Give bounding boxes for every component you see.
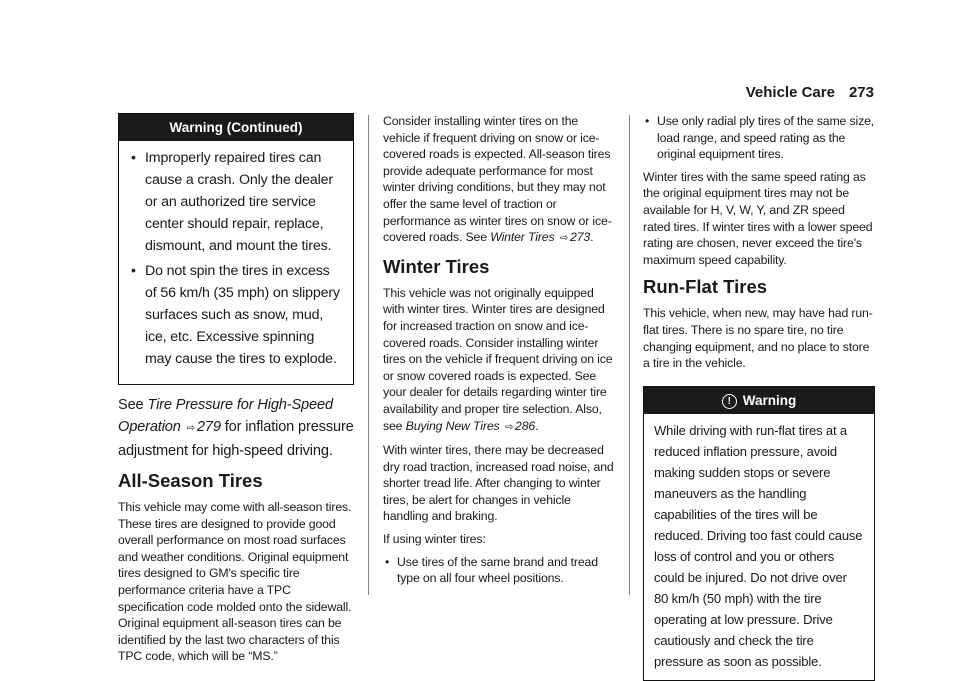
winter-paragraph-2: With winter tires, there may be decreased dry road traction, increased road noise, and shorter tread life. After changing to winter tires, be alert for changes in vehicle handling and braking. — [383, 443, 614, 524]
page-reference[interactable]: 273 — [570, 230, 591, 245]
warning-text: While driving with run-flat tires at a reduced inflation pressure, avoid making sudden stops or severe maneuvers as the handling capabilities of the tires will be reduced. Driving too fast could cause loss of control and you or others could be injured. Do not drive over 80 km/h (50 mph) with the tire operating at low pressure. Drive cautiously and check the tire pressure as soon as possible. — [654, 422, 863, 669]
all-season-text: This vehicle may come with all-season tires. These tires are designed to provide good overall performance on most road surfaces and weather conditions. Original equipment tires designed to GM's specific tire performance criteria have a TPC specification code molded onto the sidewall. Original equipment all-season tires can be identified by the last two characters of this TPC code, which will be “MS.” — [118, 500, 352, 664]
warning-icon: ! — [722, 394, 737, 409]
run-flat-heading: Run-Flat Tires — [643, 276, 768, 298]
all-season-heading: All-Season Tires — [118, 470, 263, 491]
winter-tips-list — [383, 554, 617, 587]
speed-rating-text: Winter tires with the same speed rating as the original equipment tires may not be available for H, V, W, Y, and ZR speed rated tires. If winter tires with a lower speed rating are chosen, never exceed the tire's maximum speed capability. — [643, 169, 873, 267]
see-prefix: See — [118, 397, 144, 413]
see-suffix: for inflation pressure adjustment for high-speed driving. — [118, 419, 354, 459]
winter-intro-paragraph: Consider installing winter tires on the vehicle if frequent driving on snow or ice-covered roads is expected. All-season tires provide adequate performance for most winter driving conditions, but they may not offer the same level of traction or performance as winter tires on snow or ice-covered roads. See Winter Tires ⇨ 273. — [383, 114, 612, 245]
warning-item: • Do not spin the tires in excess of 56 km/h (35 mph) on slippery surfaces such as snow, mud, ice, etc. Excessive spinning may cause the tires to explode. — [129, 260, 343, 370]
winter-tires-heading: Winter Tires — [383, 255, 490, 277]
winter-intro-text: Consider installing winter tires on the vehicle if frequent driving on snow or ice-covered roads is expected. All-season tires provide adequate performance for most winter driving conditions, but they may not offer the same level of traction or performance as winter tires on snow or ice-covered roads. See — [383, 114, 612, 245]
warning-title: Warning — [742, 392, 797, 408]
page-number: 273 — [848, 84, 874, 101]
warning-list — [129, 147, 343, 370]
page-ref-arrow-icon: ⇨ — [559, 233, 568, 245]
cross-reference-link[interactable]: Winter Tires — [490, 230, 555, 245]
page-reference[interactable]: 286 — [515, 418, 536, 433]
winter-paragraph-3: If using winter tires: — [383, 532, 486, 547]
page-ref-arrow-icon: ⇨ — [186, 423, 195, 434]
warning-header — [644, 387, 874, 414]
run-flat-warning-box — [643, 386, 875, 681]
warning-continued-box — [118, 113, 354, 385]
column-2 — [383, 113, 617, 593]
winter-text: This vehicle was not originally equipped with winter tires. Winter tires are designed for increased traction on snow and ice-covered roads. Consider installing winter tires on the vehicle if frequent driving on ice or snow covered roads is expected. See your dealer for details regarding winter tire availability and proper tire selection. Also, see — [383, 285, 613, 433]
column-divider — [368, 115, 369, 595]
winter-tip-item: • Use only radial ply tires of the same size, load range, and speed rating as the original equipment tires. — [643, 113, 875, 163]
winter-paragraph-1: This vehicle was not originally equipped with winter tires. Winter tires are designed for increased traction on snow and ice-covered roads. Consider installing winter tires on the vehicle if frequent driving on ice or snow covered roads is expected. See your dealer for details regarding winter tire availability and proper tire selection. Also, see Buying New Tires ⇨ 286. — [383, 285, 613, 433]
cross-reference-link[interactable]: Buying New Tires — [405, 418, 500, 433]
run-flat-text: This vehicle, when new, may have had run-flat tires. There is no spare tire, no tire changing equipment, and no place to store a tire in the vehicle. — [643, 306, 873, 371]
column-divider — [629, 115, 630, 595]
cross-reference-link[interactable]: Tire Pressure for High-Speed Operation — [118, 397, 333, 435]
see-reference-paragraph — [118, 394, 354, 462]
page-header — [746, 84, 874, 101]
warning-item: • Improperly repaired tires can cause a crash. Only the dealer or an authorized tire service center should repair, replace, dismount, and mount the tires. — [129, 147, 343, 257]
winter-tips-list-continued — [643, 113, 875, 163]
section-title: Vehicle Care — [745, 84, 835, 101]
column-3 — [643, 113, 875, 681]
page-reference[interactable]: 279 — [196, 419, 221, 435]
page-ref-arrow-icon: ⇨ — [504, 421, 514, 433]
warning-body — [119, 141, 353, 384]
column-1 — [118, 113, 354, 671]
warning-title: Warning (Continued) — [119, 114, 353, 141]
winter-tip-item: • Use tires of the same brand and tread type on all four wheel positions. — [383, 554, 617, 587]
warning-body — [644, 414, 874, 680]
